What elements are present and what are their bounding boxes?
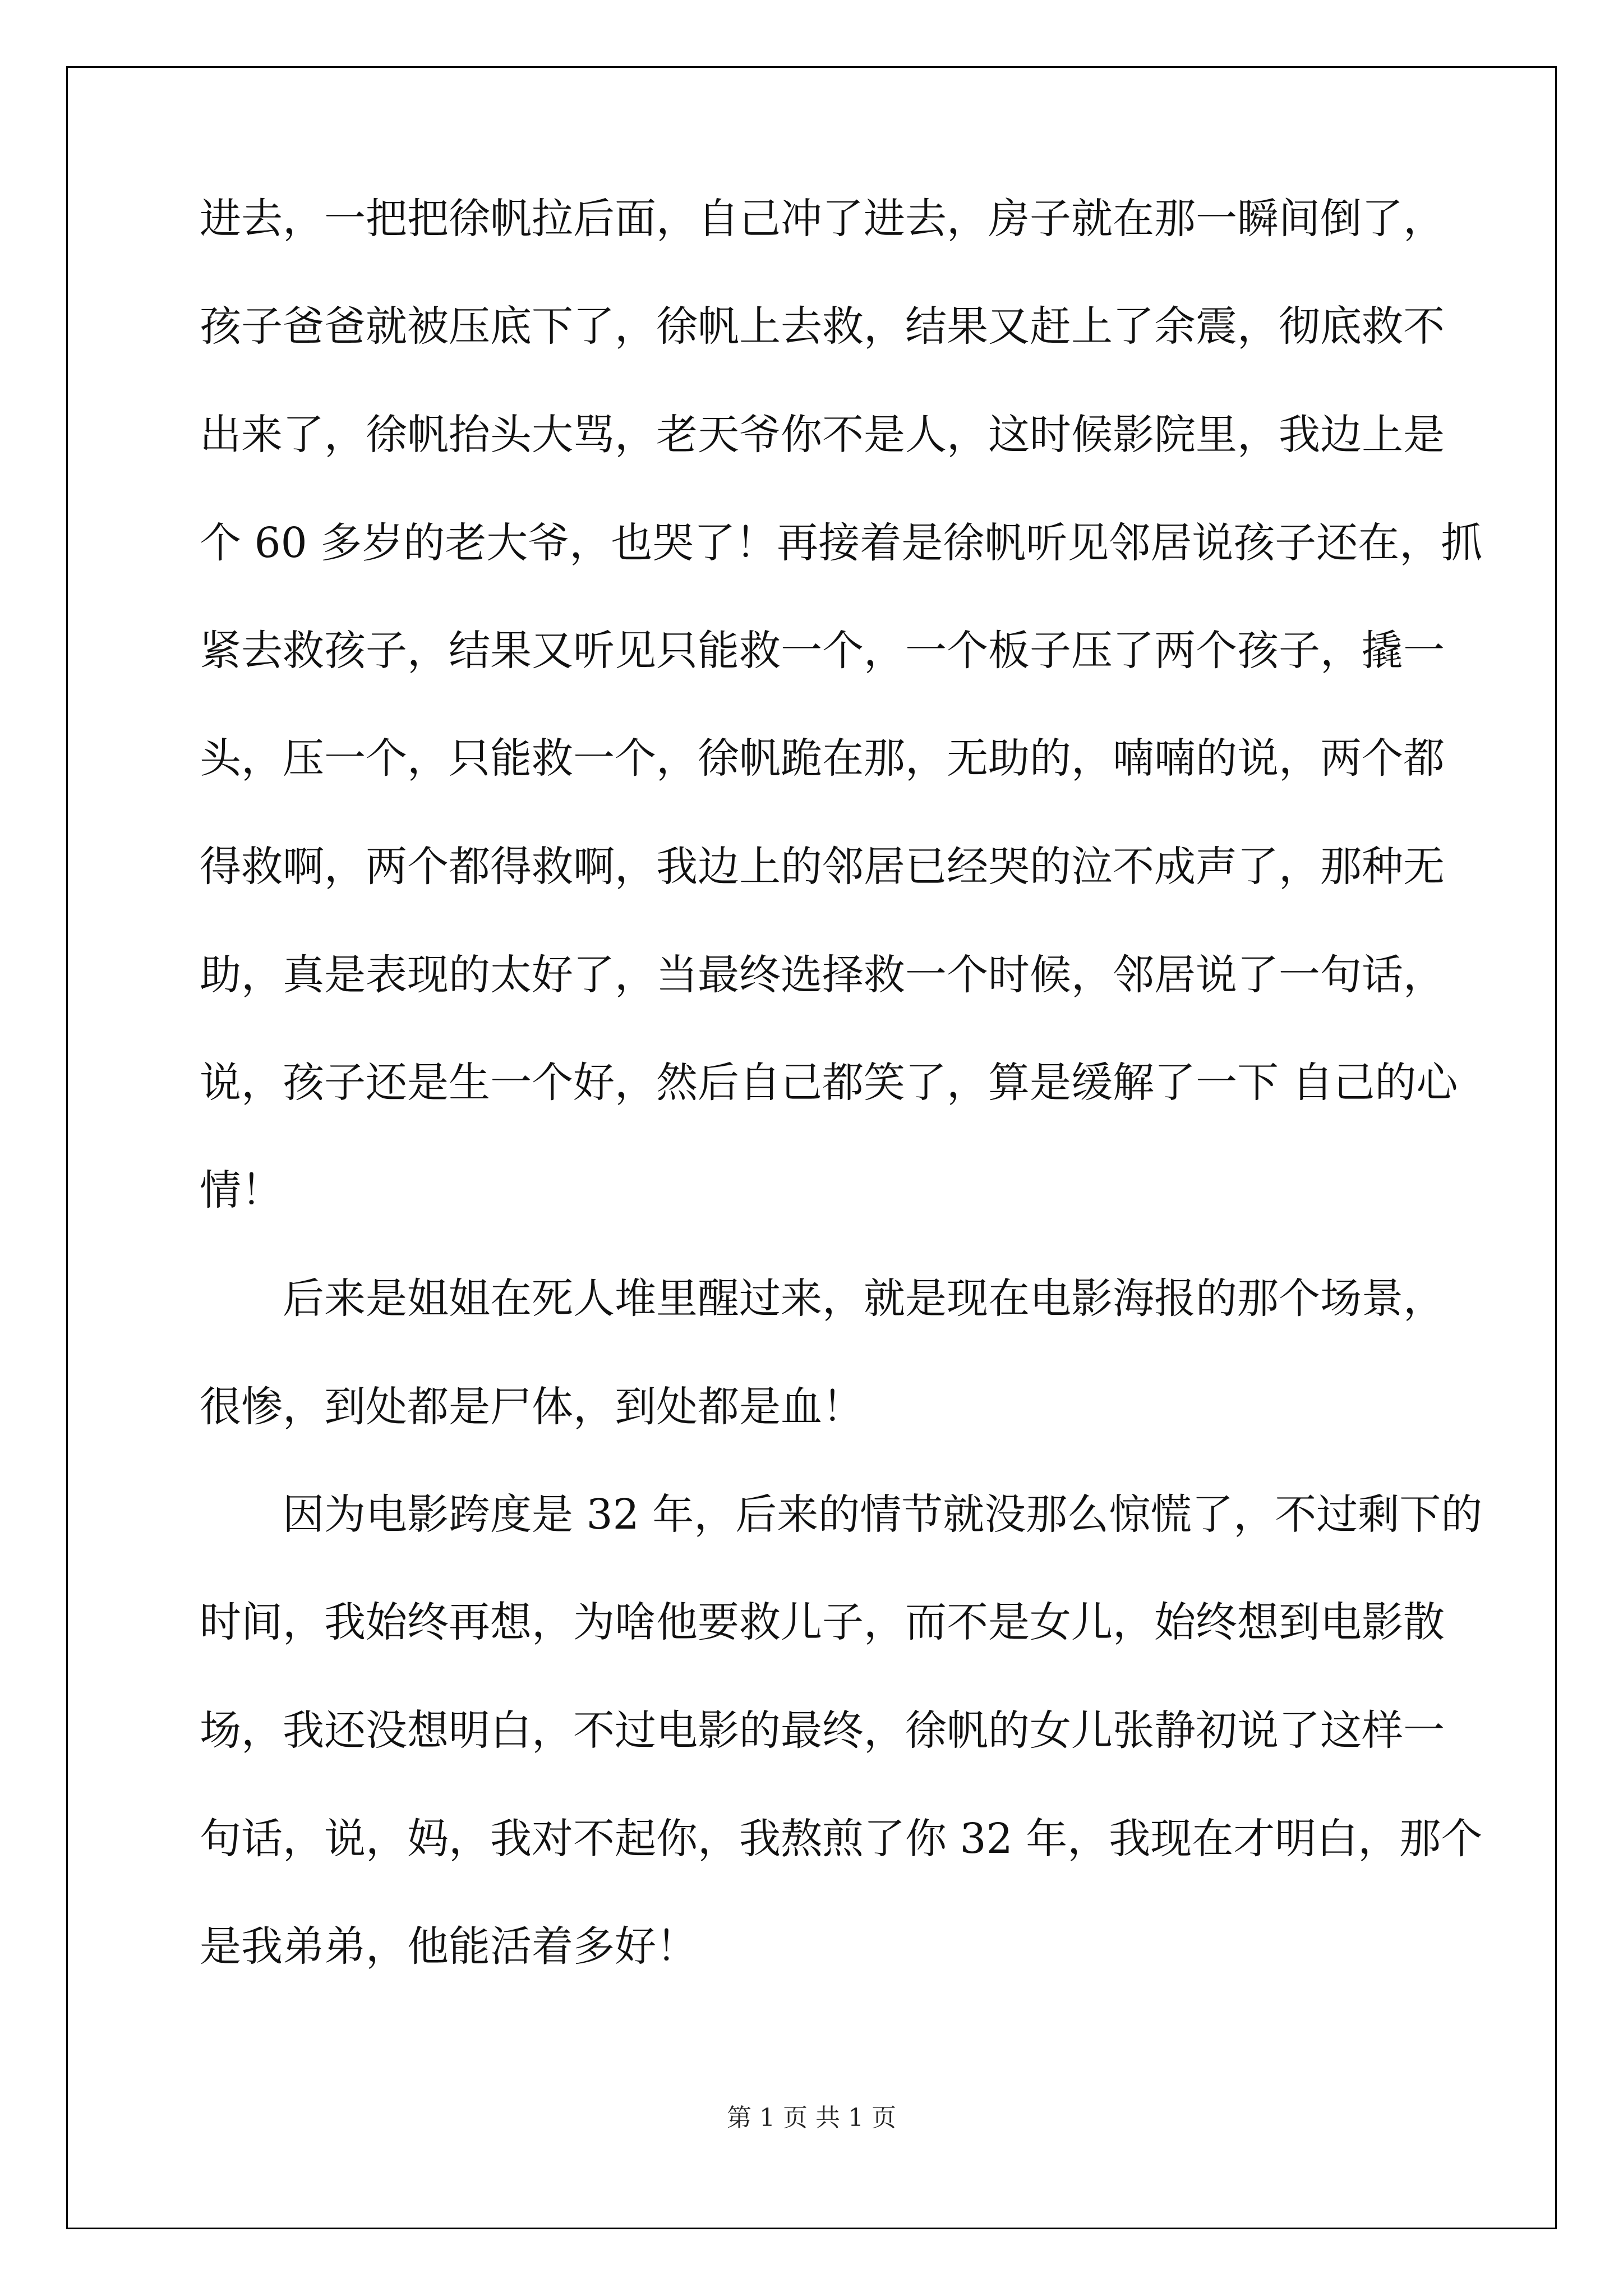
- text-line: 紧去救孩子，结果又听见只能救一个，一个板子压了两个孩子，撬一: [200, 627, 1445, 675]
- text-line: 孩子爸爸就被压底下了，徐帆上去救，结果又赶上了余震，彻底救不: [200, 302, 1445, 351]
- text-line: 出来了，徐帆抬头大骂，老天爷你不是人，这时候影院里，我边上是: [200, 411, 1445, 459]
- paragraph-first-line: 因为电影跨度是 32 年，后来的情节就没那么惊慌了，不过剩下的: [283, 1490, 1483, 1539]
- text-line: 很惨，到处都是尸体，到处都是血！: [200, 1383, 864, 1431]
- text-line: 进去，一把把徐帆拉后面，自己冲了进去，房子就在那一瞬间倒了，: [200, 195, 1445, 243]
- text-line: 是我弟弟，他能活着多好！: [200, 1922, 698, 1971]
- text-line: 头，压一个，只能救一个，徐帆跪在那，无助的，喃喃的说，两个都: [200, 734, 1445, 783]
- text-line: 场，我还没想明白，不过电影的最终，徐帆的女儿张静初说了这样一: [200, 1706, 1445, 1755]
- text-line: 情！: [200, 1166, 283, 1214]
- text-line: 得救啊，两个都得救啊，我边上的邻居已经哭的泣不成声了，那种无: [200, 843, 1445, 891]
- text-line: 个 60 多岁的老大爷，也哭了！再接着是徐帆听见邻居说孩子还在，抓: [200, 519, 1483, 567]
- page-footer: [0, 2101, 1623, 2135]
- paragraph-first-line: 后来是姐姐在死人堆里醒过来，就是现在电影海报的那个场景，: [283, 1274, 1445, 1323]
- document-body: [200, 185, 1483, 2008]
- text-line: 句话，说，妈，我对不起你，我熬煎了你 32 年，我现在才明白，那个: [200, 1815, 1483, 1863]
- text-line: 说，孩子还是生一个好，然后自己都笑了，算是缓解了一下 自己的心: [200, 1059, 1458, 1107]
- text-line: 助，真是表现的太好了，当最终选择救一个时候，邻居说了一句话，: [200, 951, 1445, 999]
- page-number: 第 1 页 共 1 页: [727, 2104, 896, 2132]
- text-line: 时间，我始终再想，为啥他要救儿子，而不是女儿，始终想到电影散: [200, 1598, 1445, 1646]
